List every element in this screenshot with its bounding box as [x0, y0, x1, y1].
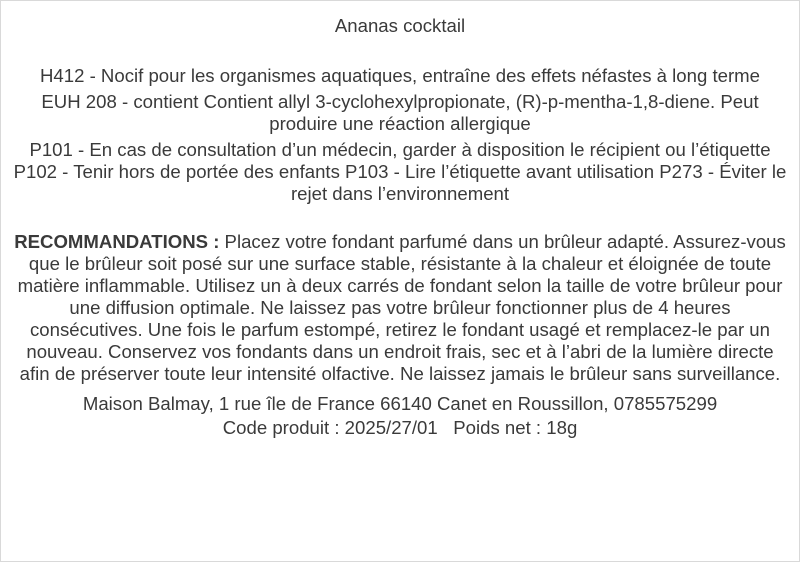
recommendations-text: Placez votre fondant parfumé dans un brûleur adapté. Assurez-vous que le brûleur soit posé sur une surface stable, résistante à la chaleur et éloignée de toute matière inflammable. Utilisez un à deux carrés de fondant selon la taille de votre brûleur pour une diffusion optimale. Ne laissez pas votre brûleur fonctionner plus de 4 heures consécutives. Une fois le parfum estompé, retirez le fondant usagé et remplacez-le par un nouveau. Conservez vos fondants dans un endroit frais, sec et à l’abri de la lumière directe afin de préserver toute leur intensité olfactive. Ne laissez jamais le brûleur sans surveillance. [17, 231, 786, 384]
section-spacer [11, 209, 789, 231]
hazard-statement-h412: H412 - Nocif pour les organismes aquatiques, entraîne des effets néfastes à long terme [39, 65, 761, 86]
precautionary-statements: P101 - En cas de consultation d’un médecin, garder à disposition le récipient ou l’étiquette P102 - Tenir hors de portée des enfants P103 - Lire l’étiquette avant utilisation P273 - Éviter le rejet dans l’environnement [13, 139, 787, 204]
product-title: Ananas cocktail [334, 15, 466, 36]
hazard-statement-euh208: EUH 208 - contient Contient allyl 3-cyclohexylpropionate, (R)-p-mentha-1,8-diene. Peut produire une réaction allergique [41, 91, 759, 134]
manufacturer-address: Maison Balmay, 1 rue île de France 66140 Canet en Roussillon, 0785575299 [82, 393, 718, 414]
code-weight-line [11, 417, 789, 439]
recommendations-block [11, 231, 789, 385]
product-code: Code produit : 2025/27/01 [222, 417, 438, 438]
net-weight: Poids net : 18g [453, 417, 578, 438]
recommendations-heading: RECOMMANDATIONS : [14, 231, 220, 252]
